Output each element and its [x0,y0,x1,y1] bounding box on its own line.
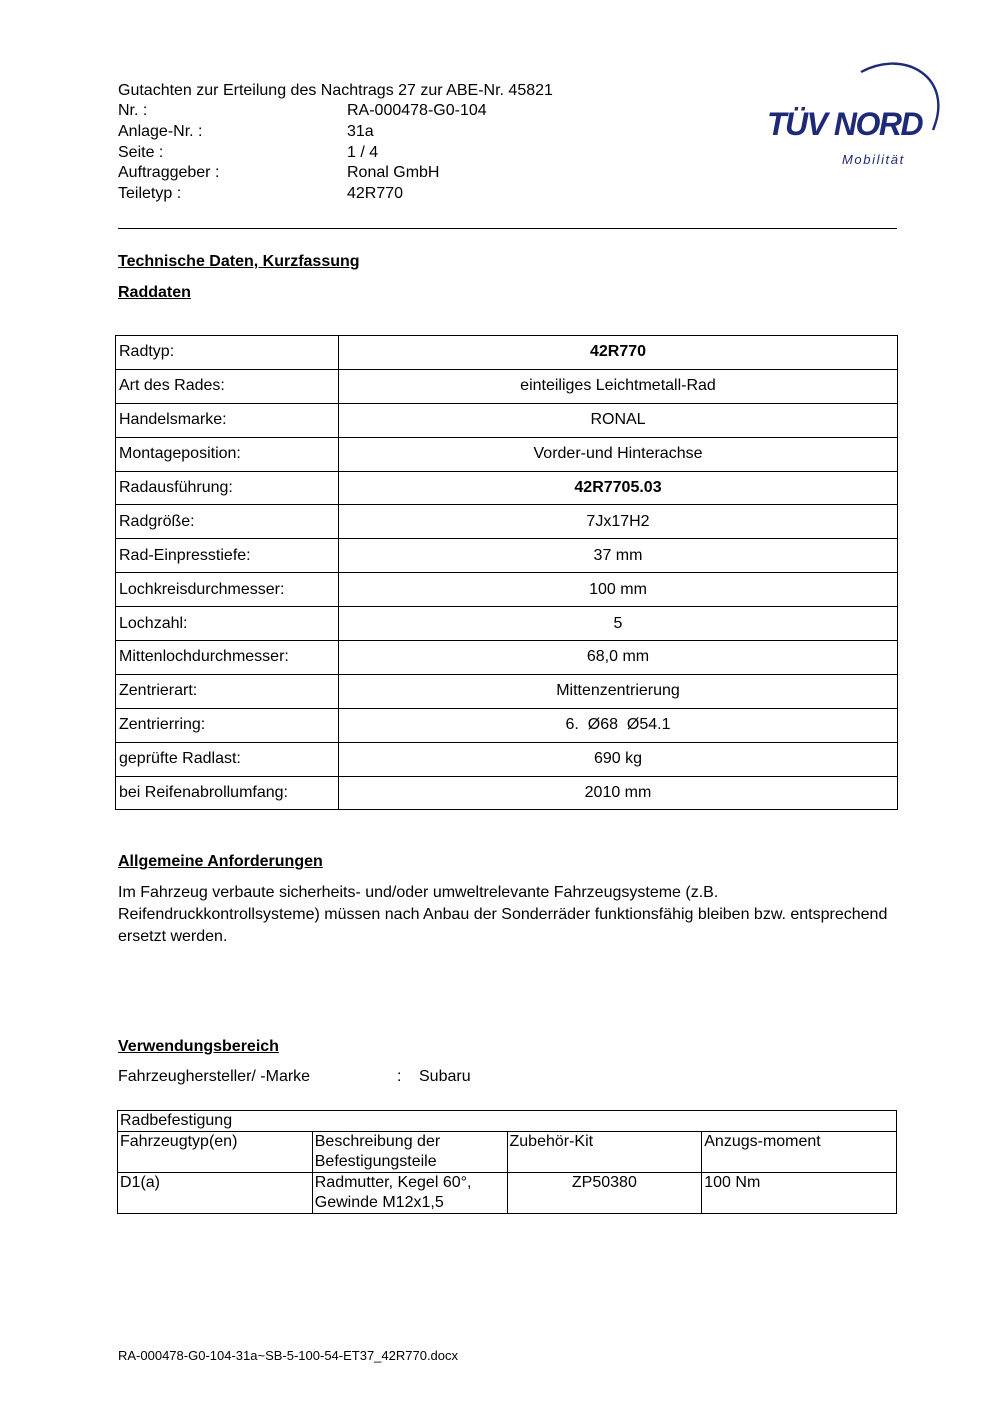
header-value: 42R770 [347,185,404,203]
table-title: Radbefestigung [118,1111,897,1132]
row-value: 690 kg [339,742,898,776]
column-header: Beschreibung der Befestigungsteile [312,1132,507,1173]
table-row [116,674,898,708]
header-value: 31a [347,122,374,140]
table-row [116,708,898,742]
manufacturer-label: Fahrzeughersteller/ -Marke [118,1068,311,1085]
header-row-seite [118,143,487,164]
header-row-teiletyp [118,184,487,205]
header-label: Teiletyp : [118,185,182,203]
table-row [116,742,898,776]
footer-filename: RA-000478-G0-104-31a~SB-5-100-54-ET37_42R770.docx [118,1348,459,1363]
row-value: Vorder-und Hinterachse [339,437,898,471]
radbefestigung-table [117,1110,897,1214]
table-cell: Radmutter, Kegel 60°, Gewinde M12x1,5 [312,1173,507,1214]
row-value: einteiliges Leichtmetall-Rad [339,369,898,403]
row-value: 5 [339,607,898,641]
header-row-auftraggeber [118,163,487,184]
table-title-row [118,1111,897,1132]
section-title-tech: Technische Daten, Kurzfassung [118,253,360,270]
table-row [116,539,898,573]
row-label: Radausführung: [116,471,339,505]
row-label: geprüfte Radlast: [116,742,339,776]
row-label: Radtyp: [116,336,339,370]
table-row [116,607,898,641]
table-row [116,437,898,471]
header-value: 1 / 4 [347,143,379,161]
row-value: 2010 mm [339,776,898,810]
row-value: RONAL [339,403,898,437]
row-label: Mittenlochdurchmesser: [116,641,339,675]
row-value: 42R770 [339,336,898,370]
header-label: Auftraggeber : [118,164,220,182]
header-value: RA-000478-G0-104 [347,102,487,119]
header-label: Seite : [118,143,164,161]
manufacturer-row [118,1068,471,1086]
row-value: 100 mm [339,573,898,607]
section-title-verwendung: Verwendungsbereich [118,1038,279,1055]
tuv-nord-logo [765,56,945,172]
row-label: Rad-Einpresstiefe: [116,539,339,573]
header-label: Nr. : [118,102,148,119]
allgemein-paragraph: Im Fahrzeug verbaute sicherheits- und/oder umweltrelevante Fahrzeugsysteme (z.B. Reifendruckkontrollsysteme) müssen nach Anbau der Sonderräder funktionsfähig bleiben bzw. entsprechend ersetzt werden. [118,884,888,945]
row-value: 42R7705.03 [339,471,898,505]
table-row [116,505,898,539]
row-label: Lochkreisdurchmesser: [116,573,339,607]
row-value: 37 mm [339,539,898,573]
table-cell: 100 Nm [702,1173,897,1214]
row-label: Art des Rades: [116,369,339,403]
raddaten-table [115,335,898,810]
table-row [116,471,898,505]
row-label: Zentrierart: [116,674,339,708]
table-row [116,403,898,437]
table-cell: D1(a) [118,1173,313,1214]
table-row [116,573,898,607]
row-label: Handelsmarke: [116,403,339,437]
column-header: Zubehör-Kit [507,1132,702,1173]
logo-subtitle: Mobilität [842,152,905,167]
row-label: Lochzahl: [116,607,339,641]
header-value: Ronal GmbH [347,164,440,182]
column-header: Fahrzeugtyp(en) [118,1132,313,1173]
header-divider [118,228,897,229]
header-row-nr [118,101,487,122]
section-title-allgemein: Allgemeine Anforderungen [118,853,323,870]
table-header-row [118,1132,897,1173]
row-label: Radgröße: [116,505,339,539]
row-value: 68,0 mm [339,641,898,675]
table-row [116,369,898,403]
manufacturer-value: Subaru [419,1068,471,1085]
table-row [116,776,898,810]
row-value: 7Jx17H2 [339,505,898,539]
header-row-anlage [118,122,487,143]
table-row [116,336,898,370]
document-title: Gutachten zur Erteilung des Nachtrags 27 zur ABE-Nr. 45821 [118,82,553,99]
logo-brand: TÜV NORD [767,106,923,142]
section-title-raddaten: Raddaten [118,284,191,301]
row-label: Montageposition: [116,437,339,471]
table-row [116,641,898,675]
header-label: Anlage-Nr. : [118,122,203,140]
manufacturer-colon: : [397,1068,402,1085]
table-cell: ZP50380 [507,1173,702,1214]
row-label: Zentrierring: [116,708,339,742]
table-row [118,1173,897,1214]
row-value: 6. Ø68 Ø54.1 [339,708,898,742]
row-value: Mittenzentrierung [339,674,898,708]
column-header: Anzugs-moment [702,1132,897,1173]
row-label: bei Reifenabrollumfang: [116,776,339,810]
header-meta [118,101,487,205]
